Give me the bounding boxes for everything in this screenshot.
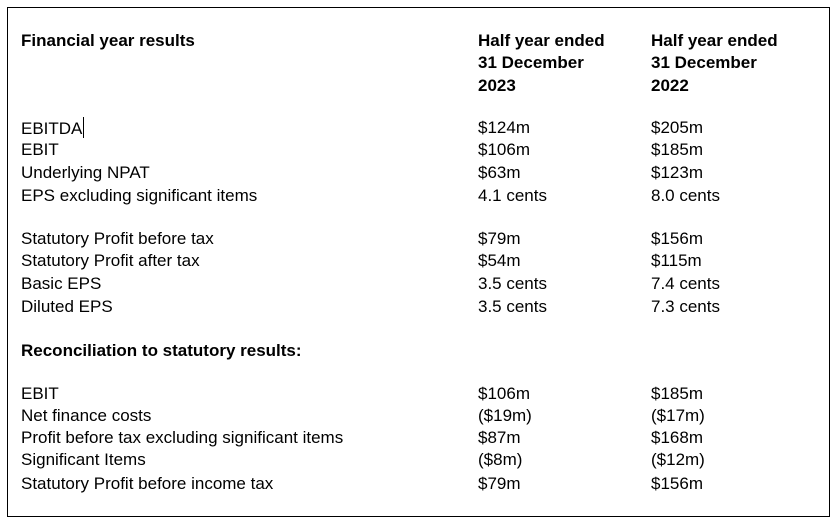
- row-value-2022: $168m: [651, 428, 703, 447]
- row-value-2023: $106m: [478, 384, 530, 403]
- row-value-2023: ($19m): [478, 406, 532, 425]
- row-value-2023: 3.5 cents: [478, 297, 547, 316]
- table-row: [8, 296, 829, 318]
- table-row: [8, 383, 829, 405]
- row-value-2023: $106m: [478, 140, 530, 159]
- row-label: Statutory Profit before tax: [21, 229, 214, 248]
- table-title: Financial year results: [21, 31, 195, 50]
- reconciliation-title: Reconciliation to statutory results:: [21, 341, 302, 360]
- row-value-2022: 7.3 cents: [651, 297, 720, 316]
- header-col2-line1: Half year ended: [651, 31, 778, 50]
- row-label: Basic EPS: [21, 274, 102, 293]
- row-value-2022: $123m: [651, 163, 703, 182]
- row-label: Diluted EPS: [21, 297, 113, 316]
- header-col1-line3: 2023: [478, 76, 516, 95]
- row-value-2023: 4.1 cents: [478, 186, 547, 205]
- text-cursor: [83, 117, 84, 138]
- row-label: EBIT: [21, 384, 59, 403]
- table-row: [8, 273, 829, 295]
- table-row: [8, 449, 829, 471]
- row-value-2023: $79m: [478, 474, 521, 493]
- row-value-2023: ($8m): [478, 450, 523, 469]
- row-value-2022: ($17m): [651, 406, 705, 425]
- header-col1-line2: 31 December: [478, 53, 584, 72]
- table-row: [8, 427, 829, 449]
- row-label: EBIT: [21, 140, 59, 159]
- table-row: [8, 117, 829, 139]
- table-row: [8, 162, 829, 184]
- header-col2-line2: 31 December: [651, 53, 757, 72]
- row-value-2023: $54m: [478, 251, 521, 270]
- row-value-2023: $87m: [478, 428, 521, 447]
- row-value-2022: $115m: [651, 251, 702, 270]
- table-row: [8, 250, 829, 272]
- row-label: Net finance costs: [21, 406, 152, 425]
- row-value-2022: $156m: [651, 229, 703, 248]
- results-table: [7, 7, 830, 517]
- row-label: EPS excluding significant items: [21, 186, 258, 205]
- row-value-2023: $124m: [478, 118, 530, 137]
- row-value-2023: $79m: [478, 229, 521, 248]
- table-row: [8, 228, 829, 250]
- table-row: [8, 185, 829, 207]
- row-value-2023: 3.5 cents: [478, 274, 547, 293]
- row-label: Profit before tax excluding significant items: [21, 428, 344, 447]
- row-value-2023: $63m: [478, 163, 521, 182]
- row-label[interactable]: EBITDA: [21, 119, 83, 138]
- row-value-2022: $185m: [651, 140, 703, 159]
- header-col1-line1: Half year ended: [478, 31, 605, 50]
- row-label: Underlying NPAT: [21, 163, 150, 182]
- row-label: Significant Items: [21, 450, 146, 469]
- row-value-2022: ($12m): [651, 450, 705, 469]
- row-value-2022: 7.4 cents: [651, 274, 720, 293]
- table-row: [8, 139, 829, 161]
- header-col2-line3: 2022: [651, 76, 689, 95]
- table-row: [8, 473, 829, 495]
- row-label: Statutory Profit after tax: [21, 251, 200, 270]
- row-label: Statutory Profit before income tax: [21, 474, 274, 493]
- table-row: [8, 405, 829, 427]
- row-value-2022: $156m: [651, 474, 703, 493]
- row-value-2022: 8.0 cents: [651, 186, 720, 205]
- row-value-2022: $205m: [651, 118, 703, 137]
- section-heading: [8, 340, 829, 362]
- row-value-2022: $185m: [651, 384, 703, 403]
